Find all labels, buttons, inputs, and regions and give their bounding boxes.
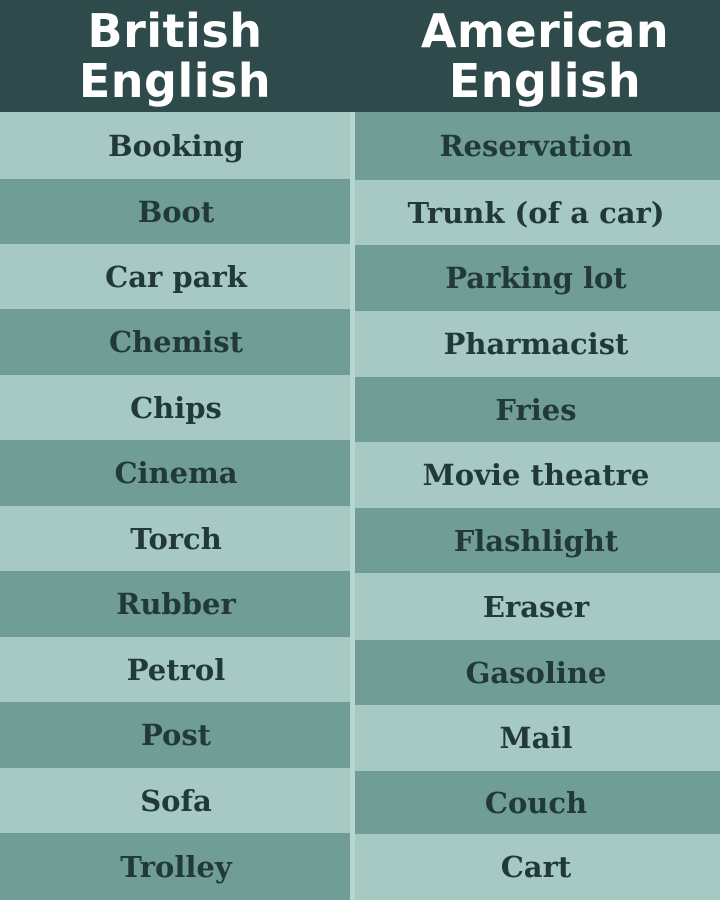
british-cell [0,637,352,702]
american-cell [352,442,720,508]
british-cell [0,768,352,833]
american-word: Movie theatre [422,458,650,492]
british-cell [0,506,352,571]
british-cell [0,309,352,375]
american-cell [352,640,720,705]
british-cell [0,833,352,900]
american-cell [352,771,720,834]
american-cell [352,705,720,771]
american-heading-line1: American [420,4,670,58]
british-word: Cinema [114,456,238,490]
british-word: Post [140,718,212,752]
american-cell [352,508,720,573]
american-word: Fries [495,392,577,427]
british-word: Trolley [120,849,232,884]
british-word: Torch [130,521,222,556]
american-word: Pharmacist [443,327,629,361]
british-word: Sofa [140,783,212,818]
american-cell [352,112,720,180]
american-word: Trunk (of a car) [407,195,665,230]
american-cell [352,377,720,442]
american-word: Mail [499,721,573,755]
table-header [0,0,720,112]
american-word: Parking lot [445,261,627,295]
british-word: Rubber [116,587,236,621]
american-cell [352,180,720,245]
british-column [0,112,352,900]
british-cell [0,571,352,637]
british-heading-line1: British [87,4,263,58]
american-word: Cart [500,850,572,884]
british-word: Booking [108,128,244,163]
british-word: Petrol [126,652,226,687]
american-heading-line2: English [448,54,642,108]
american-cell [352,573,720,640]
american-column [352,112,720,900]
british-heading-line2: English [78,54,272,108]
american-word: Reservation [439,129,633,163]
american-english-heading [370,0,720,112]
british-word: Chips [130,390,222,425]
american-cell [352,311,720,377]
american-cell [352,245,720,311]
british-cell [0,179,352,244]
british-word: Car park [105,259,247,294]
british-word: Boot [137,194,215,229]
american-word: Flashlight [453,523,619,558]
british-english-heading [0,0,350,112]
british-cell [0,375,352,440]
american-word: Gasoline [465,655,607,690]
british-word: Chemist [108,325,244,359]
british-cell [0,112,352,179]
american-word: Couch [484,785,588,820]
column-divider [350,112,355,900]
american-cell [352,834,720,900]
american-word: Eraser [482,589,590,624]
british-cell [0,244,352,309]
british-cell [0,702,352,768]
british-cell [0,440,352,506]
